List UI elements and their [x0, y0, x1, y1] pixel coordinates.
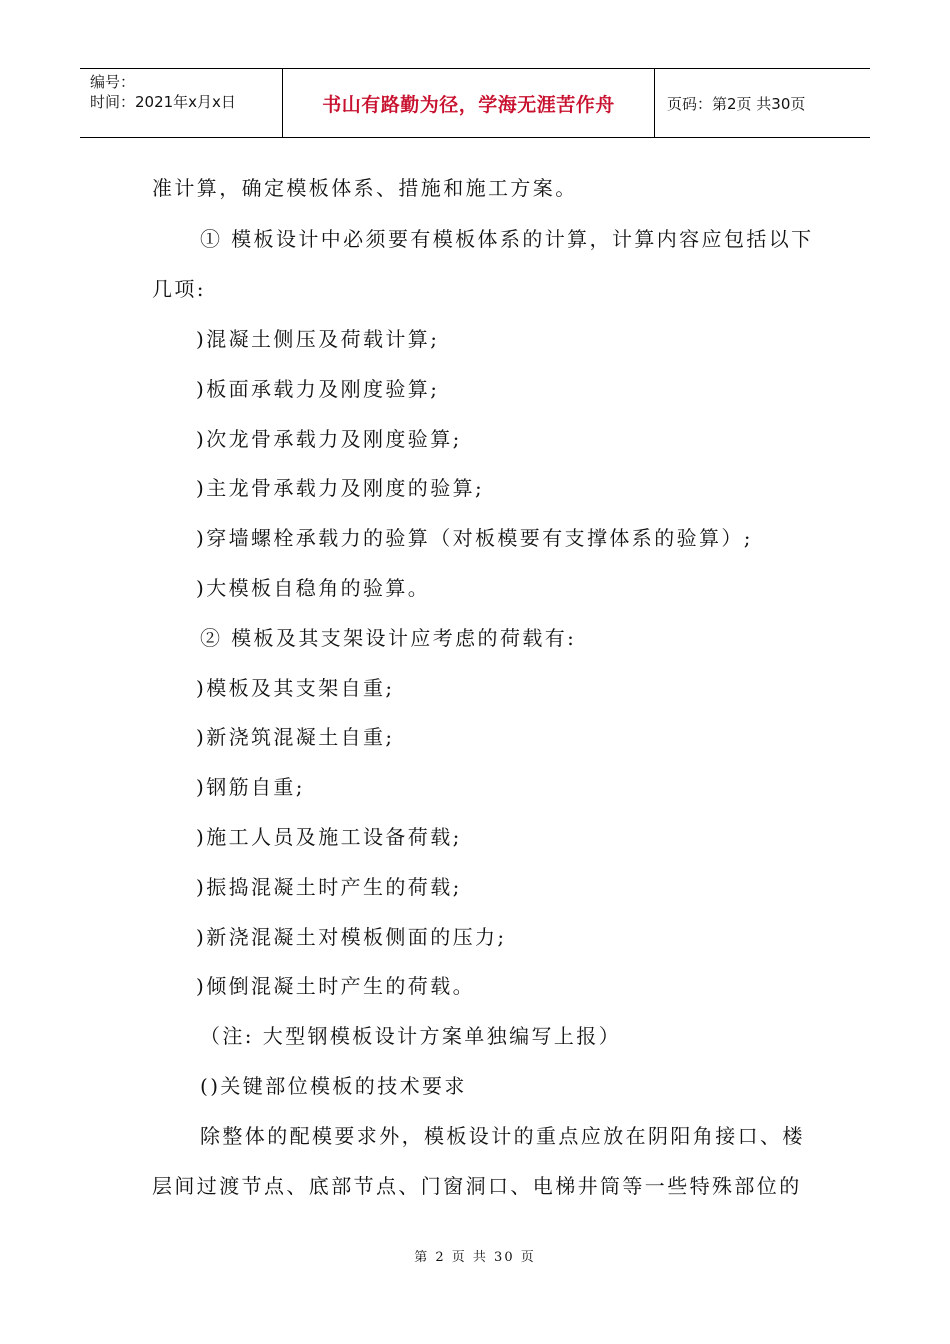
list-item: )主龙骨承载力及刚度的验算;: [196, 476, 485, 500]
section-heading: ()关键部位模板的技术要求: [200, 1074, 467, 1098]
list-item: )钢筋自重;: [196, 775, 305, 799]
list-item: )次龙骨承载力及刚度验算;: [196, 427, 462, 451]
list-item: )新浇混凝土对模板侧面的压力;: [196, 925, 507, 949]
list-item: )穿墙螺栓承载力的验算（对板模要有支撑体系的验算）;: [196, 526, 753, 550]
body-line: 准计算，确定模板体系、措施和施工方案。: [152, 176, 578, 200]
body-line: ② 模板及其支架设计应考虑的荷载有:: [200, 626, 577, 650]
list-item: )倾倒混凝土时产生的荷载。: [196, 974, 476, 998]
list-item: )板面承载力及刚度验算;: [196, 377, 440, 401]
list-item: )大模板自稳角的验算。: [196, 576, 431, 600]
list-item: )混凝土侧压及荷载计算;: [196, 327, 440, 351]
header-page-cell: [655, 69, 870, 137]
list-item: )施工人员及施工设备荷载;: [196, 825, 462, 849]
document-date-label: 时间：2021年x月x日: [90, 93, 236, 111]
header-page-info: 页码：第2页 共30页: [667, 94, 806, 113]
header-motto: 书山有路勤为径，学海无涯苦作舟: [322, 93, 615, 116]
body-line: ① 模板设计中必须要有模板体系的计算，计算内容应包括以下: [200, 227, 814, 251]
document-number-label: 编号：: [90, 73, 136, 91]
page-header: [80, 68, 870, 138]
list-item: )振捣混凝土时产生的荷载;: [196, 875, 462, 899]
body-line: 几项:: [152, 277, 206, 301]
page-footer: 第 2 页 共 30 页: [414, 1250, 536, 1265]
header-meta-cell: [80, 69, 283, 137]
body-line: 除整体的配模要求外，模板设计的重点应放在阴阳角接口、楼: [200, 1124, 805, 1148]
header-motto-cell: [283, 69, 655, 137]
body-line: 层间过渡节点、底部节点、门窗洞口、电梯井筒等一些特殊部位的: [152, 1174, 802, 1198]
note-line: （注: 大型钢模板设计方案单独编写上报）: [200, 1024, 622, 1048]
list-item: )模板及其支架自重;: [196, 676, 395, 700]
list-item: )新浇筑混凝土自重;: [196, 725, 395, 749]
